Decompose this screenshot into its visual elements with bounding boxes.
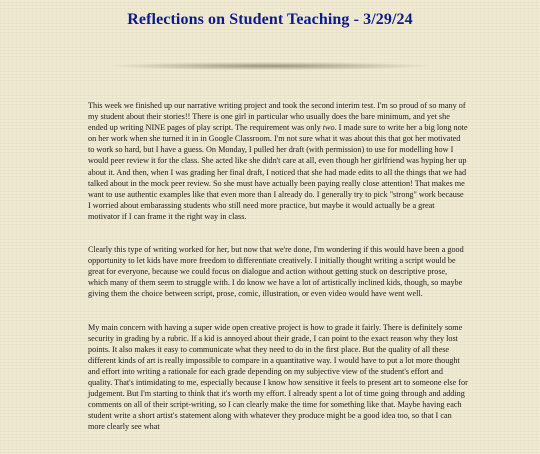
paragraph-1 — [88, 100, 468, 222]
paragraph-3: My main concern with having a super wide open creative project is how to grade it fairly. There is definitely some security in grading by a rubric. If a kid is annoyed about their grade, I can point to the exact reason why they lost points. It also makes it easy to communicate what they need to do in the first place. But the quality of all these different kinds of art is really impossible to compare in a quantitative way. I would have to put a lot more thought and effort into writing a rationale for each grade depending on my subjective view of the student's effort and quality. That's intimidating to me, especially because I know how sensitive it feels to present art to someone else for judgement. But I'm starting to think that it's worth my effort. I already spent a lot of time going through and adding comments on all of their script-writing, so I can clearly make the time for something like that. Maybe having each student write a short artist's statement along with whatever they produce might be a good idea too, so that I can more clearly see what — [88, 322, 468, 432]
page-title: Reflections on Student Teaching - 3/29/24 — [127, 11, 413, 28]
paragraph-1-text-b: . I made sure to write her a big long note on her work when she turned it in in Google Classroom. I'm not sure what it was about this that got her motivated to work so hard, but I have a guess. On Monday, I pulled her draft (with permission) to use for modelling how I would peer review it for the class. She acted like she didn't care at all, even though her girlfriend was hyping her up about it. And then, when I was grading her final draft, I noticed that she had made edits to all the things that we had talked about in the mock peer review. So she must have actually been paying really close attention! That makes me want to use authentic examples like that even more than I already do. I generally try to pick "strong" work because I worried about embarassing students who still need more practice, but maybe it would actually be a great motivator if I can frame it the right way in class. — [88, 123, 468, 221]
post-body — [88, 100, 468, 454]
title-divider — [110, 62, 430, 70]
paragraph-1-emphasis: two — [322, 123, 335, 133]
paragraph-1-text-a: This week we finished up our narrative writing project and took the second interim test. I'm so proud of so many of my student about their stories!! There is one girl in particular who usually does the bare minimum, and yet she ended up writing NINE pages of play script. The requirement was only — [88, 101, 466, 133]
paragraph-2: Clearly this type of writing worked for her, but now that we're done, I'm wondering if this would have been a good opportunity to let kids have more freedom to differentiate creatively. I initially thought writing a script would be great for everyone, because we could focus on dialogue and action without getting stuck on descriptive prose, which many of them seem to struggle with. I do know we have a lot of artistically inclined kids, though, so maybe giving them the choice between script, prose, comic, illustration, or even video would have went well. — [88, 245, 464, 299]
